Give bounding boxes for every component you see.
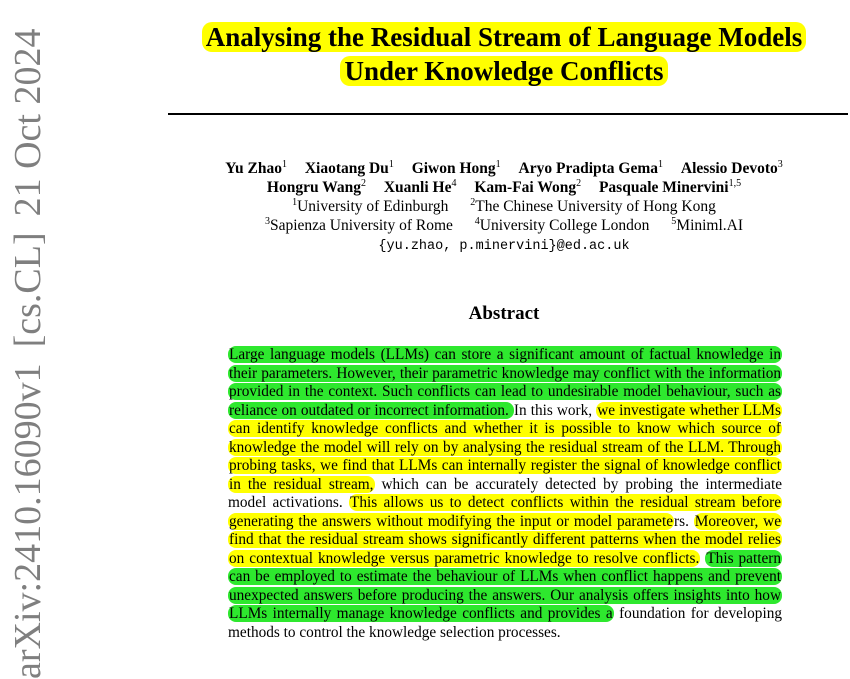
- arxiv-stamp: [6, 13, 50, 679]
- affiliation-row-2: [168, 216, 840, 235]
- abstract-text: foundation for developing methods to control the knowledge selection processes.: [228, 605, 782, 641]
- contact-email: {yu.zhao, p.minervini}@ed.ac.uk: [378, 239, 630, 254]
- author-name: Kam-Fai Wong$^2$: [474, 178, 582, 196]
- abstract-body: [228, 346, 782, 642]
- author-name: Xuanli He$^4$: [383, 178, 457, 196]
- abstract-highlight-green: Large language models (LLMs) can store a significant amount of factual knowledge in their parameters. However, their parametric knowledge may conflict with the information provided in the context. Such conflicts can lead to undesirable model behaviour, such as reliance on outdated or incorrect information.: [229, 346, 781, 419]
- author-name: Giwon Hong$^1$: [411, 159, 501, 177]
- author-name: Yu Zhao$^1$: [225, 159, 287, 177]
- abstract-text: which can be accurately detected by probing the intermediate model activations.: [228, 475, 782, 511]
- affiliation-row-1: [168, 197, 840, 216]
- arxiv-identifier: arXiv:2410.16090v1: [7, 363, 49, 679]
- author-name: Xiaotang Du$^1$: [304, 159, 394, 177]
- abstract-highlight-yellow: we investigate whether LLMs can identify knowledge conflicts and whether it is possible to know which source of knowledge the model will rely on by analysing the residual stream of the LLM. Through probing tasks, we find that LLMs can internally register the signal of knowledge conflict in the residual stream,: [229, 401, 781, 493]
- author-row-2: [168, 178, 840, 197]
- affiliation: $^2$The Chinese University of Hong Kong: [470, 197, 716, 215]
- abstract-text: rs.: [674, 512, 694, 530]
- arxiv-date: 21 Oct 2024: [7, 28, 49, 217]
- affiliation: $^3$Sapienza University of Rome: [264, 216, 453, 234]
- title-rule: [168, 113, 848, 115]
- author-name: Aryo Pradipta Gema$^1$: [518, 159, 664, 177]
- abstract-highlight-green: This pattern can be employed to estimate the behaviour of LLMs when conflict happens and prevent unexpected answers before producing the answers. Our analysis offers insights into how LLMs internally manage knowledge conflicts and provides a: [229, 549, 781, 622]
- email-row: [168, 235, 840, 256]
- author-block: [168, 159, 840, 256]
- abstract-heading: Abstract: [468, 303, 540, 324]
- affiliation: $^5$Miniml.AI: [671, 216, 744, 234]
- abstract-highlight-yellow: This allows us to detect conflicts within the residual stream before generating the answers without modifying the input or model paramete: [229, 494, 781, 530]
- arxiv-category: [cs.CL]: [7, 232, 49, 348]
- affiliation: $^1$University of Edinburgh: [292, 197, 449, 215]
- author-name: Alessio Devoto$^3$: [680, 159, 783, 177]
- affiliation: $^4$University College London: [474, 216, 650, 234]
- author-name: Pasquale Minervini$^{1,5}$: [598, 178, 742, 196]
- paper-title: [168, 20, 840, 88]
- title-line-1: Analysing the Residual Stream of Language Models: [202, 22, 807, 52]
- author-row-1: [168, 159, 840, 178]
- abstract-text: In this work,: [513, 401, 597, 419]
- title-line-2: Under Knowledge Conflicts: [340, 56, 667, 86]
- abstract-highlight-yellow: Moreover, we find that the residual stream shows significantly different patterns when the model relies on contextual knowledge versus parametric knowledge to resolve conflicts.: [229, 512, 781, 567]
- author-name: Hongru Wang$^2$: [266, 178, 366, 196]
